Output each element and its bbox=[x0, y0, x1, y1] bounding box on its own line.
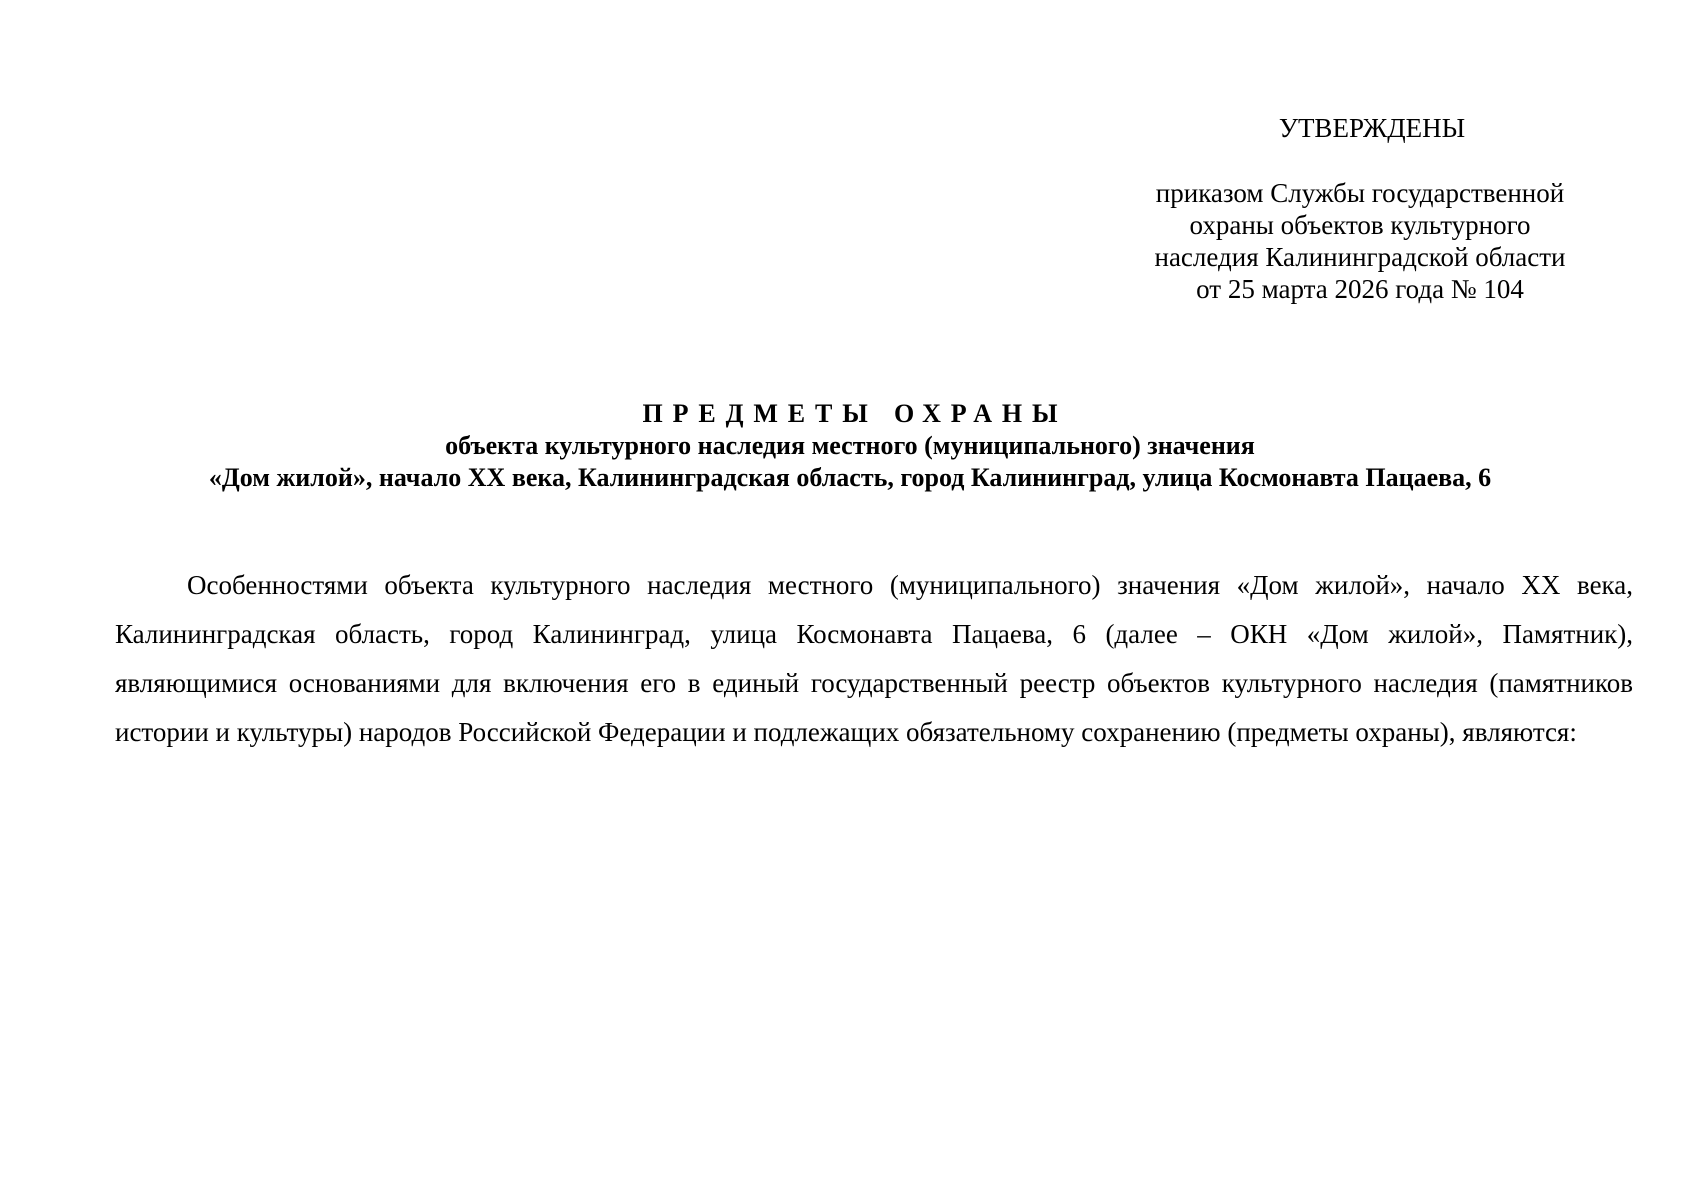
document-heading bbox=[100, 398, 1600, 494]
approval-line: охраны объектов культурного bbox=[1189, 210, 1531, 240]
approval-line: наследия Калининградской области bbox=[1154, 242, 1566, 272]
approval-order-date: от 25 марта 2026 года № 104 bbox=[1196, 274, 1524, 304]
approval-line: приказом Службы государственной bbox=[1155, 178, 1565, 208]
approval-title: УТВЕРЖДЕНЫ bbox=[1278, 113, 1466, 143]
document-title: ПРЕДМЕТЫ ОХРАНЫ bbox=[642, 399, 1068, 428]
approval-block bbox=[1150, 112, 1570, 305]
document-subtitle: объекта культурного наследия местного (муниципального) значения bbox=[445, 431, 1255, 460]
object-name: «Дом жилой», начало XX века, Калининградская область, город Калининград, улица Космонавта Пацаева, 6 bbox=[208, 463, 1492, 492]
body-paragraph: Особенностями объекта культурного наследия местного (муниципального) значения «Дом жилой», начало XX века, Калининградская область, город Калининград, улица Космонавта Пацаева, 6 (далее – ОКН «Дом жилой», Памятник), являющимися основаниями для включения его в единый государственный реестр объектов культурного наследия (памятников истории и культуры) народов Российской Федерации и подлежащих обязательному сохранению (предметы охраны), являются: bbox=[115, 570, 1633, 747]
